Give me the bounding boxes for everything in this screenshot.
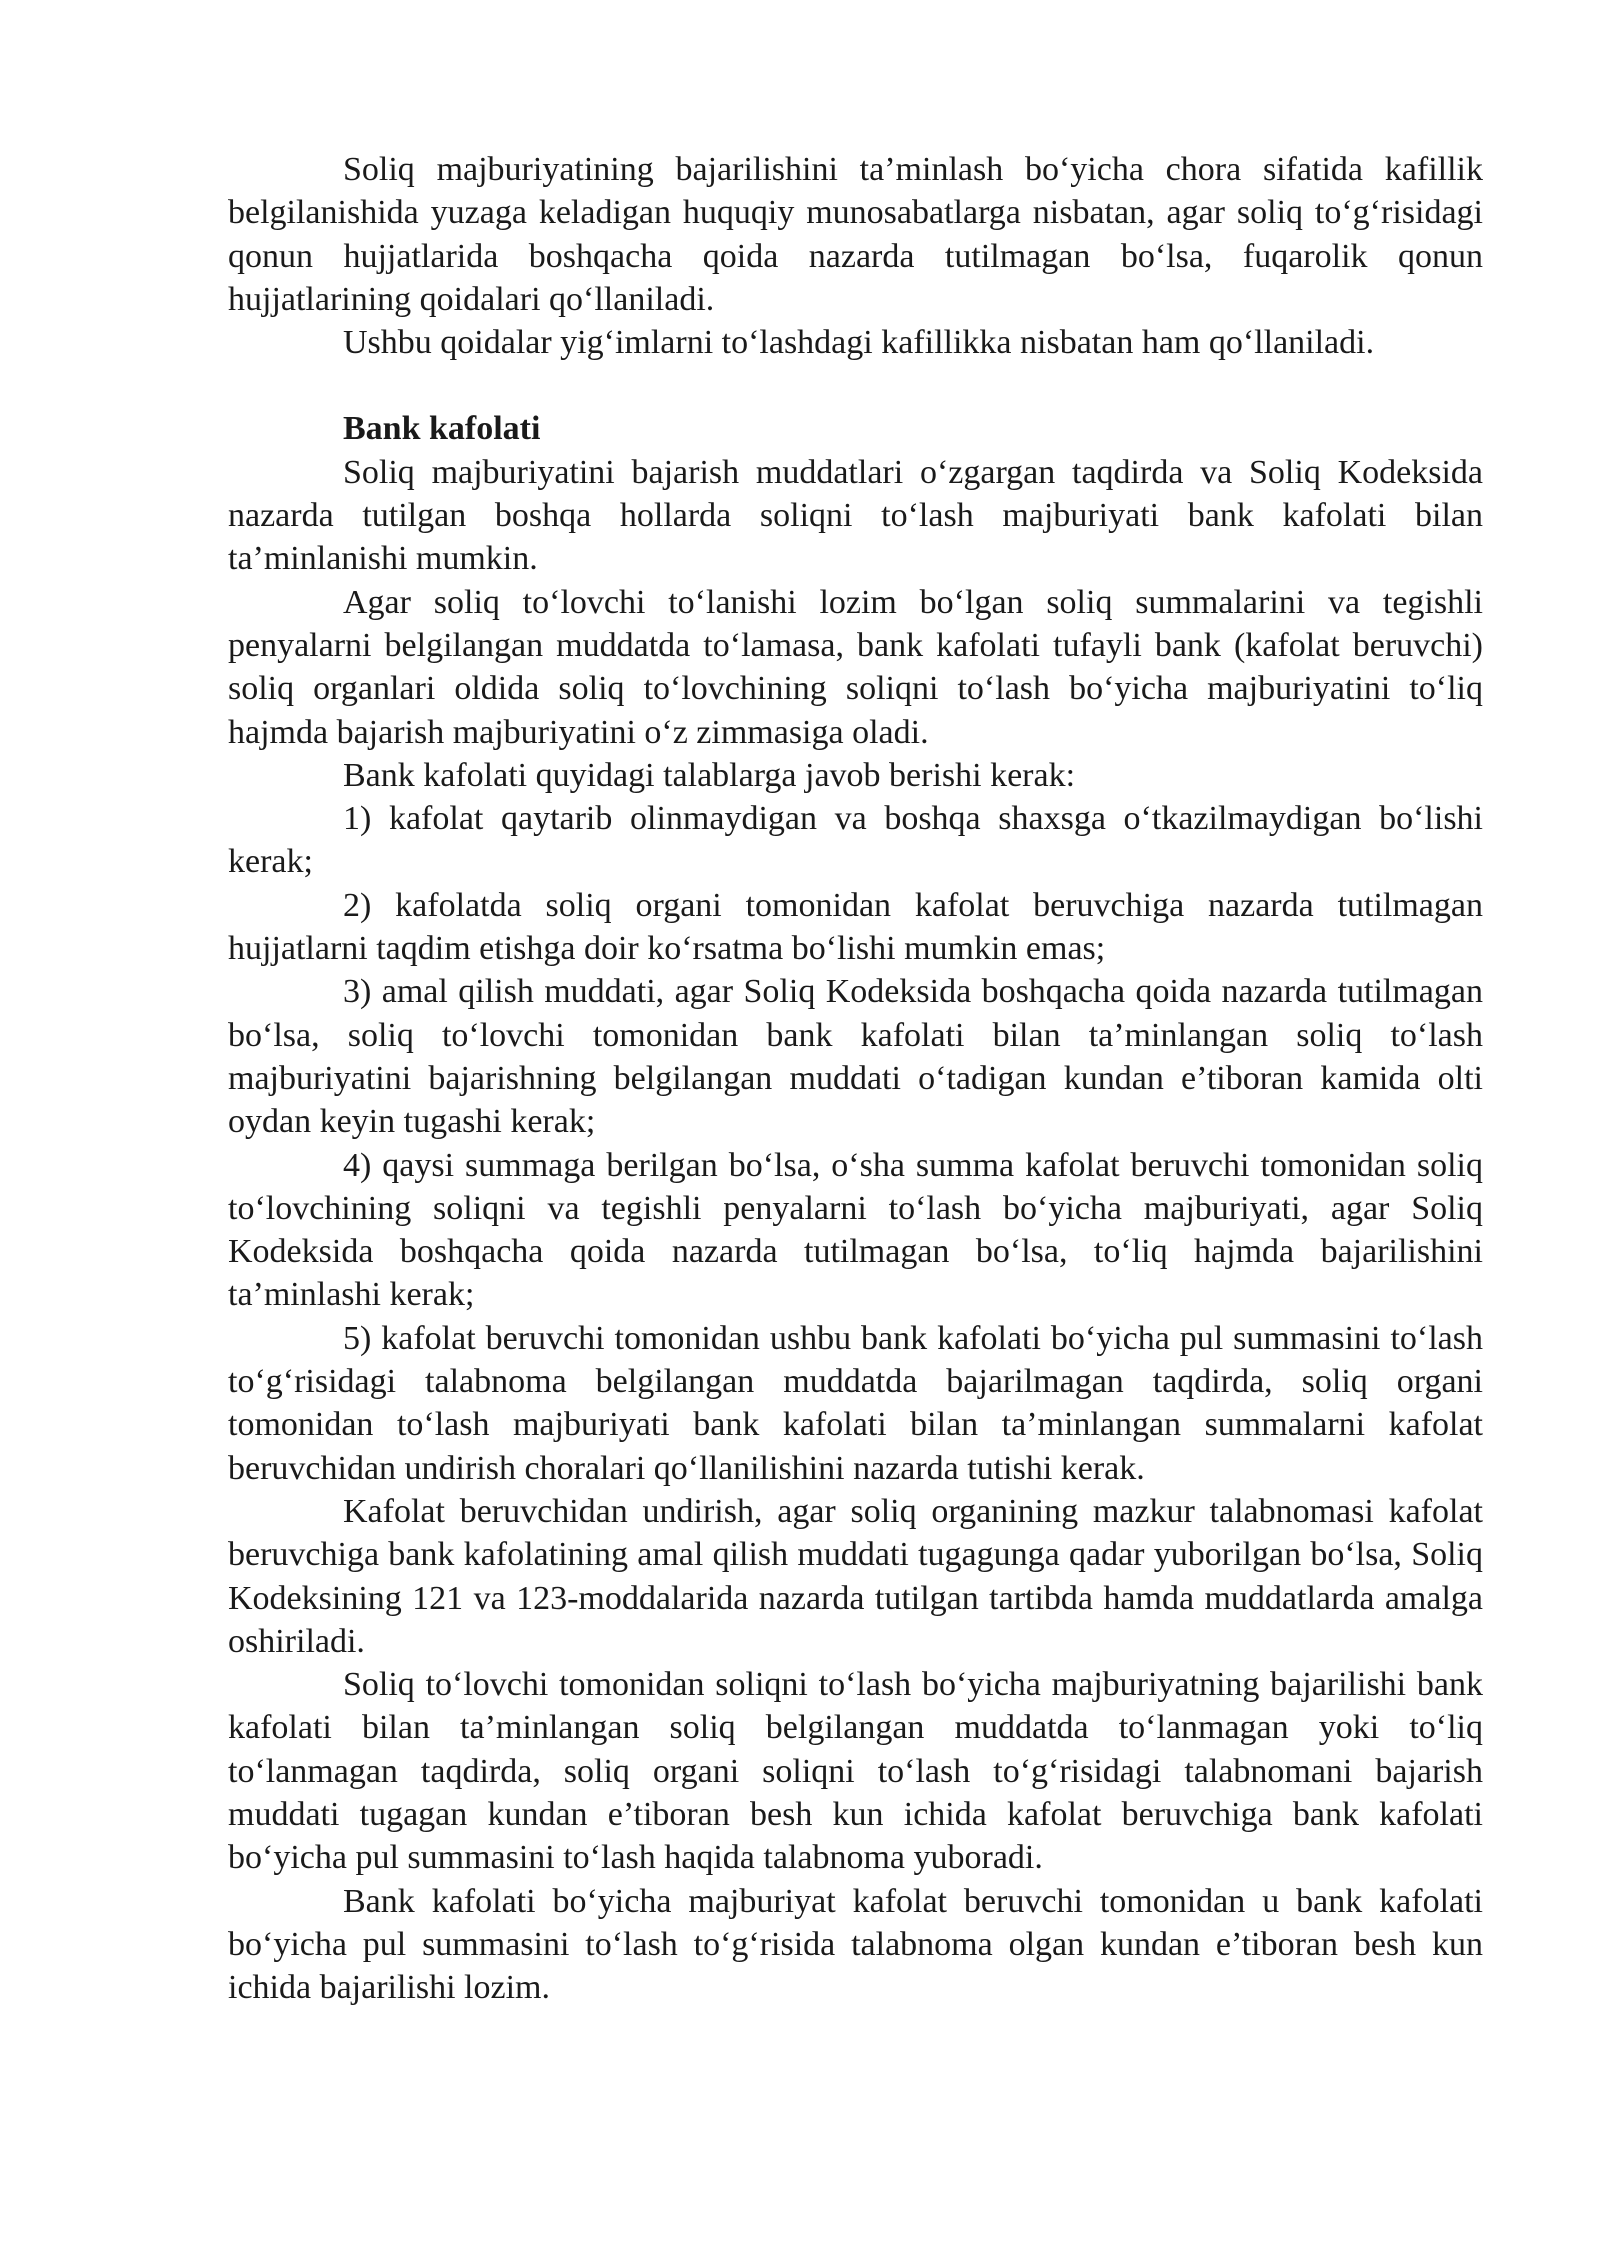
list-item-requirement-3: 3) amal qilish muddati, agar Soliq Kodeksida boshqacha qoida nazarda tutilmagan bo‘lsa, soliq to‘lovchi tomonidan bank kafolati bilan ta’minlangan soliq to‘lash majburiyatini bajarishning belgilangan muddati o‘tadigan kundan e’tiboran kamida olti oydan keyin tugashi kerak;: [228, 973, 1483, 1141]
paragraph-surety-legal-relations: Soliq majburiyatining bajarilishini ta’minlash bo‘yicha chora sifatida kafillik belgilanishida yuzaga keladigan huquqiy munosabatlarga nisbatan, agar soliq to‘g‘risidagi qonun hujjatlarida boshqacha qoida nazarda tutilmagan bo‘lsa, fuqarolik qonun hujjatlarining qoidalari qo‘llaniladi.: [228, 151, 1483, 318]
list-item-requirement-4: 4) qaysi summaga berilgan bo‘lsa, o‘sha summa kafolat beruvchi tomonidan soliq to‘lovchining soliqni va tegishli penyalarni to‘lash bo‘yicha majburiyati, agar Soliq Kodeksida boshqacha qoida nazarda tutilmagan bo‘lsa, to‘liq hajmda bajarilishini ta’minlashi kerak;: [228, 1146, 1483, 1314]
list-item-requirement-1: 1) kafolat qaytarib olinmaydigan va boshqa shaxsga o‘tkazilmaydigan bo‘lishi kerak;: [228, 800, 1483, 881]
list-item-requirement-5: 5) kafolat beruvchi tomonidan ushbu bank kafolati bo‘yicha pul summasini to‘lash to‘g‘risidagi talabnoma belgilangan muddatda bajarilmagan taqdirda, soliq organi tomonidan to‘lash majburiyati bank kafolati bilan ta’minlangan summalarni kafolat beruvchidan undirish choralari qo‘llanilishini nazarda tutishi kerak.: [228, 1319, 1483, 1487]
paragraph-demand-to-guarantor: Soliq to‘lovchi tomonidan soliqni to‘lash bo‘yicha majburiyatning bajarilishi bank kafolati bilan ta’minlangan soliq belgilangan muddatda to‘lanmagan yoki to‘liq to‘lanmagan taqdirda, soliq organi soliqni to‘lash to‘g‘risidagi talabnomani bajarish muddati tugagan kundan e’tiboran besh kun ichida kafolat beruvchiga bank kafolati bo‘yicha pul summasini to‘lash haqida talabnoma yuboradi.: [228, 1666, 1483, 1877]
paragraph-requirements-intro: Bank kafolati quyidagi talablarga javob berishi kerak:: [343, 756, 1076, 794]
document-page: [228, 148, 1483, 2009]
paragraph-recovery-from-guarantor: Kafolat beruvchidan undirish, agar soliq organining mazkur talabnomasi kafolat beruvchiga bank kafolatining amal qilish muddati tugagunga qadar yuborilgan bo‘lsa, Soliq Kodeksining 121 va 123-moddalarida nazarda tutilgan tartibda hamda muddatlarda amalga oshiriladi.: [228, 1492, 1483, 1660]
paragraph-fees-surety: Ushbu qoidalar yig‘imlarni to‘lashdagi kafillikka nisbatan ham qo‘llaniladi.: [343, 324, 1375, 362]
section-heading-bank-guarantee: Bank kafolati: [343, 410, 541, 448]
paragraph-fulfillment-deadline: Bank kafolati bo‘yicha majburiyat kafolat beruvchi tomonidan u bank kafolati bo‘yicha pul summasini to‘lash to‘g‘risida talabnoma olgan kundan e’tiboran besh kun ichida bajarilishi lozim.: [228, 1882, 1483, 2007]
paragraph-guarantee-basis: Soliq majburiyatini bajarish muddatlari o‘zgargan taqdirda va Soliq Kodeksida nazarda tutilgan boshqa hollarda soliqni to‘lash majburiyati bank kafolati bilan ta’minlanishi mumkin.: [228, 453, 1483, 578]
paragraph-guarantor-obligation: Agar soliq to‘lovchi to‘lanishi lozim bo‘lgan soliq summalarini va tegishli penyalarni belgilangan muddatda to‘lamasa, bank kafolati tufayli bank (kafolat beruvchi) soliq organlari oldida soliq to‘lovchining soliqni to‘lash bo‘yicha majburiyatini to‘liq hajmda bajarish majburiyatini o‘z zimmasiga oladi.: [228, 583, 1483, 751]
list-item-requirement-2: 2) kafolatda soliq organi tomonidan kafolat beruvchiga nazarda tutilmagan hujjatlarni taqdim etishga doir ko‘rsatma bo‘lishi mumkin emas;: [228, 886, 1483, 968]
